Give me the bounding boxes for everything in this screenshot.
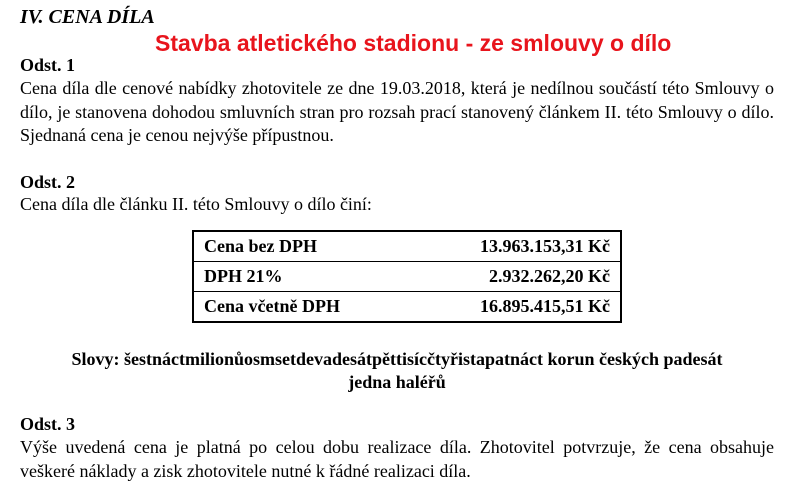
price-row-vat <box>193 262 621 292</box>
price-value: 2.932.262,20 Kč <box>411 262 621 292</box>
amount-in-words-line2: jedna haléřů <box>348 372 446 392</box>
price-value: 13.963.153,31 Kč <box>480 236 610 256</box>
amount-in-words <box>20 348 774 394</box>
price-row-net <box>193 231 621 262</box>
price-table <box>192 230 622 323</box>
odst1-text: Cena díla dle cenové nabídky zhotovitele ze dne 19.03.2018, která je nedílnou součástí této Smlouvy o dílo, je stanovena dohodou smluvních stran pro rozsah prací stanovený článkem II. této Smlouvy o dílo. Sjednaná cena je cenou nejvýše přípustnou. <box>20 78 774 145</box>
odst2-text: Cena díla dle článku II. této Smlouvy o dílo činí: <box>20 194 372 214</box>
price-label: DPH 21% <box>193 262 411 292</box>
overlay-title: Stavba atletického stadionu - ze smlouvy o dílo <box>155 30 672 56</box>
amount-in-words-line1: Slovy: šestnáctmilionůosmsetdevadesátpěttisícčtyřistapatnáct korun českých padesát <box>71 349 723 369</box>
price-label: Cena bez DPH <box>204 236 317 256</box>
section-heading: IV. CENA DÍLA <box>20 6 155 28</box>
odst3-text: Výše uvedená cena je platná po celou dobu realizace díla. Zhotovitel potvrzuje, že cena obsahuje veškeré náklady a zisk zhotovitele nutné k řádné realizaci díla. <box>20 437 774 481</box>
price-label: Cena včetně DPH <box>193 292 411 323</box>
odst1-label: Odst. 1 <box>20 55 76 75</box>
odst2-label: Odst. 2 <box>20 172 76 192</box>
price-value: 16.895.415,51 Kč <box>411 292 621 323</box>
price-row-total <box>193 292 621 323</box>
odst3-label: Odst. 3 <box>20 414 76 434</box>
